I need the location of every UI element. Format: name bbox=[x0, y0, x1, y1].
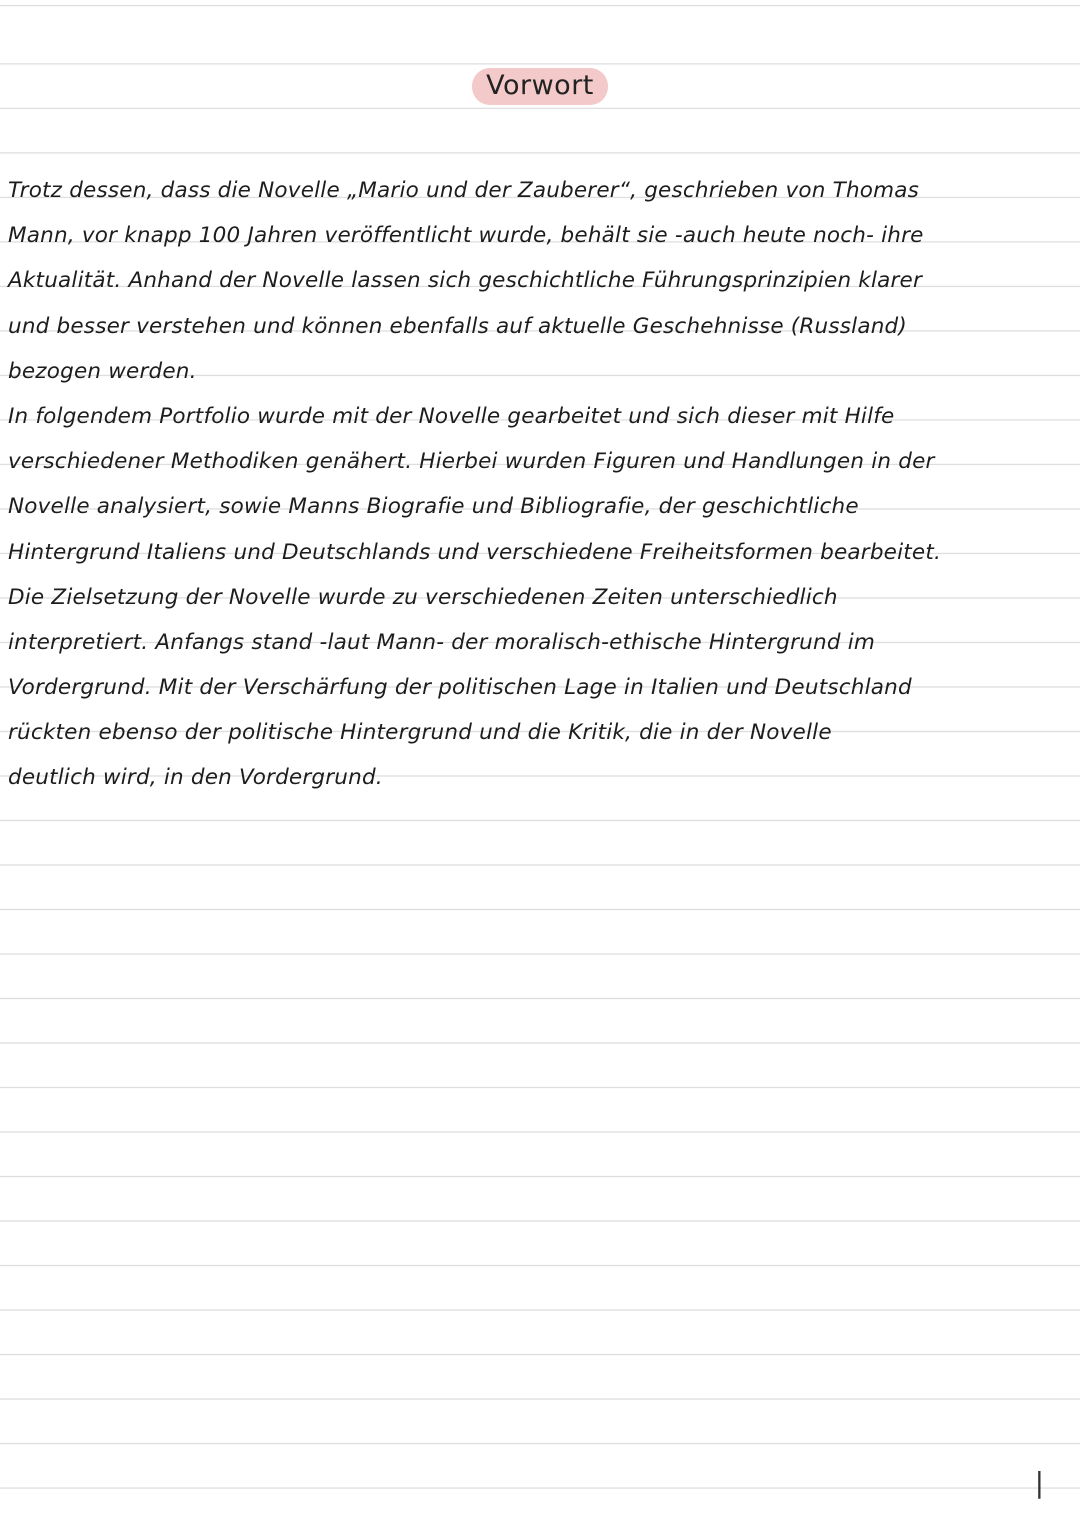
text-line: Die Zielsetzung der Novelle wurde zu verschiedenen Zeiten unterschiedlich bbox=[8, 584, 838, 610]
text-line: interpretiert. Anfangs stand -laut Mann- der moralisch-ethische Hintergrund im bbox=[8, 629, 876, 655]
text-line: bezogen werden. bbox=[8, 358, 197, 384]
text-line: rückten ebenso der politische Hintergrund und die Kritik, die in der Novelle bbox=[8, 720, 832, 746]
text-line: Aktualität. Anhand der Novelle lassen sich geschichtliche Führungsprinzipien klarer bbox=[8, 268, 923, 294]
text-line: und besser verstehen und können ebenfalls auf aktuelle Geschehnisse (Russland) bbox=[8, 313, 907, 339]
handwritten-text-block bbox=[8, 168, 1072, 801]
text-line: Mann, vor knapp 100 Jahren veröffentlicht wurde, behält sie -auch heute noch- ihre bbox=[8, 223, 924, 249]
text-line: verschiedener Methodiken genähert. Hierbei wurden Figuren und Handlungen in der bbox=[8, 449, 935, 475]
text-line: Vordergrund. Mit der Verschärfung der politischen Lage in Italien und Deutschland bbox=[8, 675, 912, 701]
page-title: Vorwort bbox=[472, 68, 608, 105]
text-line: Novelle analysiert, sowie Manns Biografie und Bibliografie, der geschichtliche bbox=[8, 494, 859, 520]
text-line: In folgendem Portfolio wurde mit der Novelle gearbeitet und sich dieser mit Hilfe bbox=[8, 403, 895, 429]
title-area bbox=[0, 68, 1080, 105]
text-line: Trotz dessen, dass die Novelle „Mario und der Zauberer“, geschrieben von Thomas bbox=[8, 178, 920, 203]
text-line: Hintergrund Italiens und Deutschlands und verschiedene Freiheitsformen bearbeitet. bbox=[8, 539, 942, 565]
text-line: deutlich wird, in den Vordergrund. bbox=[8, 765, 383, 791]
page-mark: | bbox=[1034, 1466, 1044, 1499]
